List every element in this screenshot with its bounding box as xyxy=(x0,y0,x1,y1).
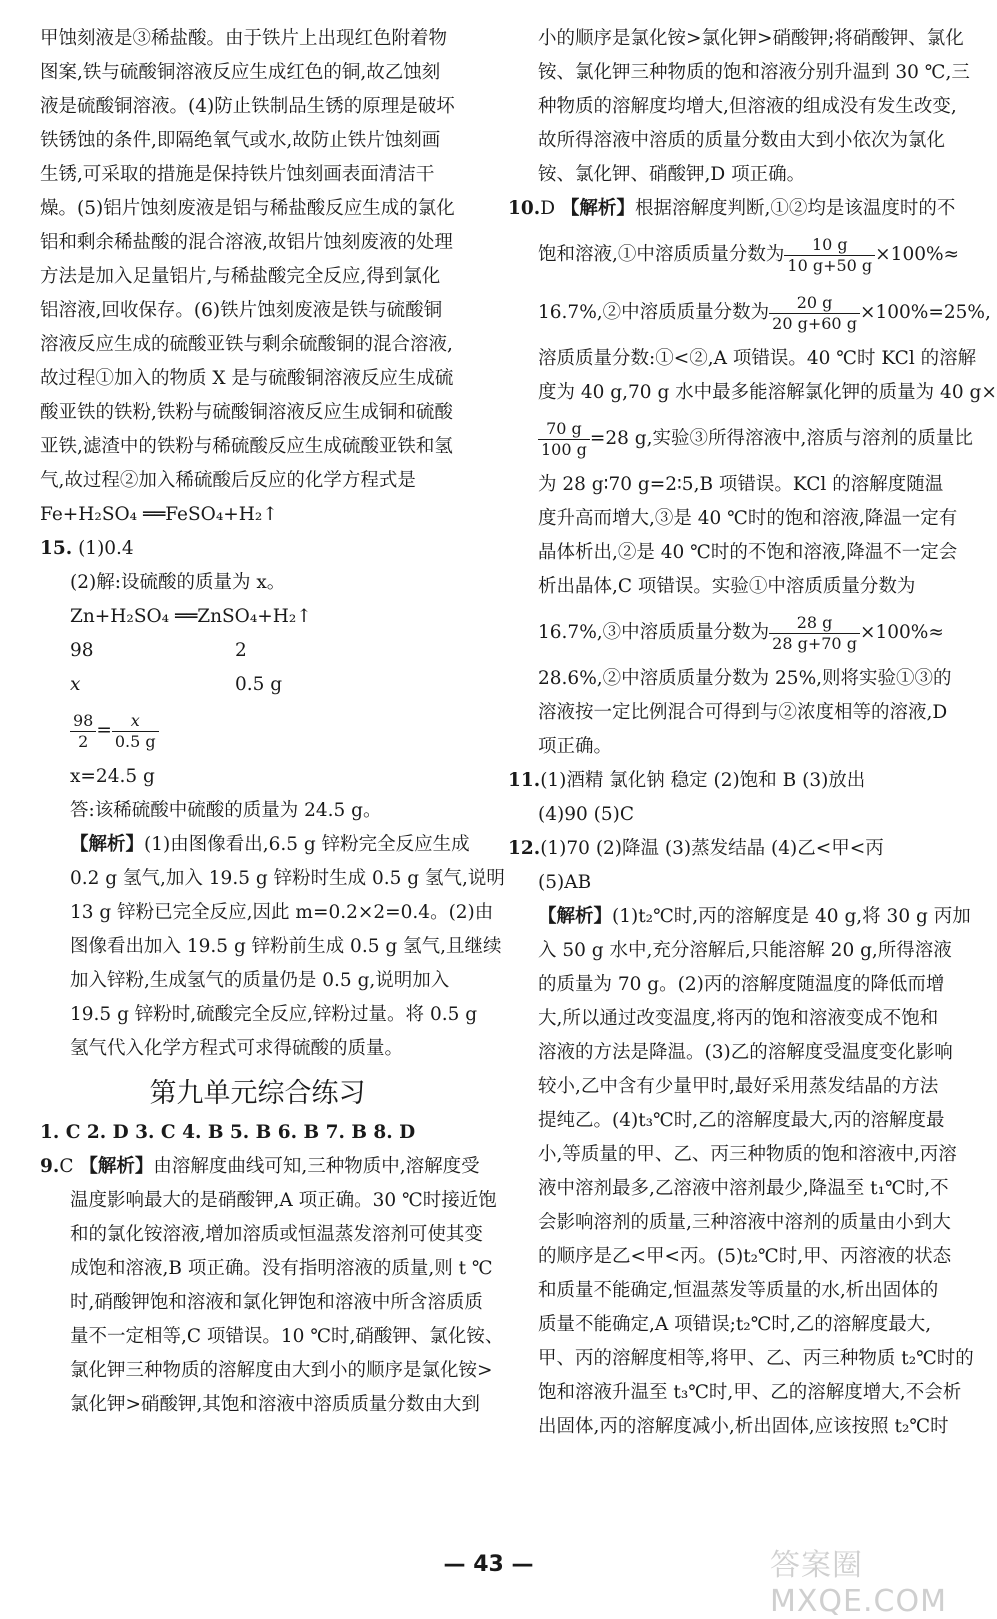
text-line: 小的顺序是氯化铵>氯化钾>硝酸钾;将硝酸钾、氯化 xyxy=(538,28,964,49)
analysis-line: 溶质质量分数:①<②,A 项错误。40 ℃时 KCl 的溶解 xyxy=(538,348,977,369)
analysis-line: 0.2 g 氢气,加入 19.5 g 锌粉时生成 0.5 g 氢气,说明 xyxy=(70,868,505,889)
analysis-line: 28.6%,②中溶质质量分数为 25%,则将实验①③的 xyxy=(538,668,952,689)
analysis-line: 晶体析出,②是 40 ℃时的不饱和溶液,降温不一定会 xyxy=(538,542,958,563)
fraction-line: 16.7%,②中溶质质量分数为 $\frac{20 g}{20 g+60 g}$ ×100%=25%, xyxy=(538,292,991,333)
analysis-tag: 【解析】 xyxy=(70,834,145,855)
analysis-line: 项正确。 xyxy=(538,736,613,757)
text-line: 种物质的溶解度均增大,但溶液的组成没有发生改变, xyxy=(538,96,957,117)
analysis-line: 甲、丙的溶解度相等,将甲、乙、丙三种物质 t₂℃时的 xyxy=(538,1348,974,1369)
text-line: 液是硫酸铜溶液。(4)防止铁制品生锈的原理是破坏 xyxy=(40,96,455,117)
fraction: $\frac{28 g}{28 g+70 g}$ xyxy=(769,613,860,654)
answer-letter: C xyxy=(59,1156,74,1177)
analysis-line: 时,硝酸钾饱和溶液和氯化钾饱和溶液中所含溶质质 xyxy=(70,1292,483,1313)
watermark-logo: 答案圈 MXQE.COM xyxy=(770,1548,947,1619)
question-number: 10. xyxy=(508,198,541,219)
text-line: 铵、氯化钾、硝酸钾,D 项正确。 xyxy=(538,164,806,185)
ratio-value: x xyxy=(70,674,81,695)
analysis-line: 液中溶剂最多,乙溶液中溶剂最少,降温至 t₁℃时,不 xyxy=(538,1178,949,1199)
fraction: $\frac{20 g}{20 g+60 g}$ xyxy=(769,293,860,334)
analysis-line: 氯化钾三种物质的溶解度由大到小的顺序是氯化铵> xyxy=(70,1360,493,1381)
analysis-line: 和的氯化铵溶液,增加溶质或恒温蒸发溶剂可使其变 xyxy=(70,1224,483,1245)
answer-text: (1)0.4 xyxy=(78,538,134,559)
mass-ratio-row xyxy=(40,634,475,668)
analysis-line: 量不一定相等,C 项错误。10 ℃时,硝酸钾、氯化铵、 xyxy=(70,1326,504,1347)
text-line: 故所得溶液中溶质的质量分数由大到小依次为氯化 xyxy=(538,130,946,151)
section-title: 第九单元综合练习 xyxy=(149,1078,366,1109)
text-line: 铵、氯化钾三种物质的饱和溶液分别升温到 30 ℃,三 xyxy=(538,62,970,83)
analysis-tag: 【解析】 xyxy=(560,198,635,219)
question-12-line: 12.(1)70 (2)降温 (3)蒸发结晶 (4)乙<甲<丙 xyxy=(508,838,884,859)
fraction: $\frac{x}{0.5 g}$ xyxy=(112,711,159,752)
analysis-line: 和质量不能确定,恒温蒸发等质量的水,析出固体的 xyxy=(538,1280,939,1301)
question-15-answer-1 xyxy=(40,532,475,566)
answer-line: 答:该稀硫酸中硫酸的质量为 24.5 g。 xyxy=(70,800,382,821)
analysis-line: 图像看出加入 19.5 g 锌粉前生成 0.5 g 氢气,且继续 xyxy=(70,936,502,957)
analysis-line: 出固体,丙的溶解度减小,析出固体,应该按照 t₂℃时 xyxy=(538,1416,949,1437)
analysis-line: 加入锌粉,生成氢气的质量仍是 0.5 g,说明加入 xyxy=(70,970,450,991)
analysis-line: 的顺序是乙<甲<丙。(5)t₂℃时,甲、丙溶液的状态 xyxy=(538,1246,952,1267)
analysis-line: 成饱和溶液,B 项正确。没有指明溶液的质量,则 t ℃ xyxy=(70,1258,493,1279)
text-line: 燥。(5)铝片蚀刻废液是铝与稀盐酸反应生成的氯化 xyxy=(40,198,455,219)
proportion-equation: $\frac{98}{2}$ = $\frac{x}{0.5 g}$ xyxy=(40,702,475,760)
text-line: 铝和剩余稀盐酸的混合溶液,故铝片蚀刻废液的处理 xyxy=(40,232,453,253)
question-10-line: 10.D 【解析】根据溶解度判断,①②均是该温度时的不 xyxy=(508,198,956,219)
analysis-line: 度升高而增大,③是 40 ℃时的饱和溶液,降温一定有 xyxy=(538,508,958,529)
text-line: 酸亚铁的铁粉,铁粉与硫酸铜溶液反应生成铜和硫酸 xyxy=(40,402,453,423)
analysis-line: 溶液按一定比例混合可得到与②浓度相等的溶液,D xyxy=(538,702,948,723)
question-number: 15. xyxy=(40,538,73,559)
fraction-line: 16.7%,③中溶质质量分数为 $\frac{28 g}{28 g+70 g}$ ×100%≈ xyxy=(538,612,944,653)
answer-line: (5)AB xyxy=(538,872,592,893)
text-line: 方法是加入足量铝片,与稀盐酸完全反应,得到氯化 xyxy=(40,266,441,287)
analysis-line: 氯化钾>硝酸钾,其饱和溶液中溶质质量分数由大到 xyxy=(70,1394,480,1415)
analysis-line: 的质量为 70 g。(2)丙的溶解度随温度的降低而增 xyxy=(538,974,945,995)
analysis-line: 会影响溶剂的质量,三种溶液中溶剂的质量由小到大 xyxy=(538,1212,951,1233)
question-number: 9. xyxy=(40,1156,60,1177)
analysis-line: 较小,乙中含有少量甲时,最好采用蒸发结晶的方法 xyxy=(538,1076,939,1097)
question-15-answer-2: (2)解:设硫酸的质量为 x。 xyxy=(70,572,286,593)
analysis-tag: 【解析】 xyxy=(79,1156,154,1177)
right-column xyxy=(508,22,997,1444)
question-number: 11. xyxy=(508,770,541,791)
question-number: 12. xyxy=(508,838,541,859)
analysis-line: 氢气代入化学方程式可求得硫酸的质量。 xyxy=(70,1038,404,1059)
fraction-line: $\frac{70 g}{100 g}$ =28 g,实验③所得溶液中,溶质与溶剂的质量比 xyxy=(508,410,940,468)
analysis-line: 溶液的方法是降温。(3)乙的溶解度受温度变化影响 xyxy=(538,1042,953,1063)
text-line: 铁锈蚀的条件,即隔绝氧气或水,故防止铁片蚀刻画 xyxy=(40,130,441,151)
question-9-line: 9.C 【解析】由溶解度曲线可知,三种物质中,溶解度受 xyxy=(40,1156,480,1177)
analysis-line: 【解析】(1)由图像看出,6.5 g 锌粉完全反应生成 xyxy=(70,834,470,855)
fraction: $\frac{70 g}{100 g}$ xyxy=(538,419,590,460)
analysis-line: 入 50 g 水中,充分溶解后,只能溶解 20 g,所得溶液 xyxy=(538,940,952,961)
fraction-line: 饱和溶液,①中溶质质量分数为 $\frac{10 g}{10 g+50 g}$ ×100%≈ xyxy=(538,234,960,275)
text-line: 生锈,可采取的措施是保持铁片蚀刻画表面清洁干 xyxy=(40,164,435,185)
fraction: $\frac{10 g}{10 g+50 g}$ xyxy=(784,235,875,276)
chemical-equation: Fe+H₂SO₄ ══FeSO₄+H₂↑ xyxy=(40,504,278,525)
analysis-line: 提纯乙。(4)t₃℃时,乙的溶解度最大,丙的溶解度最 xyxy=(538,1110,945,1131)
analysis-line: 饱和溶液升温至 t₃℃时,甲、乙的溶解度增大,不会析 xyxy=(538,1382,962,1403)
text-line: 图案,铁与硫酸铜溶液反应生成红色的铜,故乙蚀刻 xyxy=(40,62,441,83)
fraction: $\frac{98}{2}$ xyxy=(70,711,96,752)
mass-ratio-row xyxy=(40,668,475,702)
ratio-value: 2 xyxy=(235,640,247,661)
text-line: 故过程①加入的物质 X 是与硫酸铜溶液反应生成硫 xyxy=(40,368,454,389)
analysis-tag: 【解析】 xyxy=(538,906,613,927)
text-line: 铝溶液,回收保存。(6)铁片蚀刻废液是铁与硫酸铜 xyxy=(40,300,443,321)
text-line: 甲蚀刻液是③稀盐酸。由于铁片上出现红色附着物 xyxy=(40,28,448,49)
ratio-value: 0.5 g xyxy=(235,674,283,695)
question-11-line: 11.(1)酒精 氯化钠 稳定 (2)饱和 B (3)放出 xyxy=(508,770,866,791)
analysis-line: 小,等质量的甲、乙、丙三种物质的饱和溶液中,丙溶 xyxy=(538,1144,957,1165)
analysis-line: 度为 40 g,70 g 水中最多能溶解氯化钾的质量为 40 g× xyxy=(538,382,997,403)
analysis-line: 温度影响最大的是硝酸钾,A 项正确。30 ℃时接近饱 xyxy=(70,1190,497,1211)
text-line: 亚铁,滤渣中的铁粉与稀硫酸反应生成硫酸亚铁和氢 xyxy=(40,436,453,457)
answer-line: (4)90 (5)C xyxy=(538,804,634,825)
text-line: 气,故过程②加入稀硫酸后反应的化学方程式是 xyxy=(40,470,416,491)
ratio-value: 98 xyxy=(70,640,94,661)
analysis-line: 为 28 g∶70 g=2∶5,B 项错误。KCl 的溶解度随温 xyxy=(538,474,944,495)
analysis-line: 【解析】(1)t₂℃时,丙的溶解度是 40 g,将 30 g 丙加 xyxy=(538,906,971,927)
result-line: x=24.5 g xyxy=(70,766,155,787)
analysis-line: 13 g 锌粉已完全反应,因此 m=0.2×2=0.4。(2)由 xyxy=(70,902,494,923)
chemical-equation: Zn+H₂SO₄ ══ZnSO₄+H₂↑ xyxy=(70,606,312,627)
text-line: 溶液反应生成的硫酸亚铁与剩余硫酸铜的混合溶液, xyxy=(40,334,453,355)
answer-letter: D xyxy=(540,198,556,219)
analysis-line: 19.5 g 锌粉时,硫酸完全反应,锌粉过量。将 0.5 g xyxy=(70,1004,478,1025)
analysis-line: 析出晶体,C 项错误。实验①中溶质质量分数为 xyxy=(538,576,916,597)
analysis-line: 大,所以通过改变温度,将丙的饱和溶液变成不饱和 xyxy=(538,1008,939,1029)
left-column xyxy=(40,22,505,1422)
answers-1-to-8: 1. C 2. D 3. C 4. B 5. B 6. B 7. B 8. D xyxy=(40,1122,416,1143)
analysis-line: 质量不能确定,A 项错误;t₂℃时,乙的溶解度最大, xyxy=(538,1314,932,1335)
page-number: — 43 — xyxy=(443,1552,534,1577)
